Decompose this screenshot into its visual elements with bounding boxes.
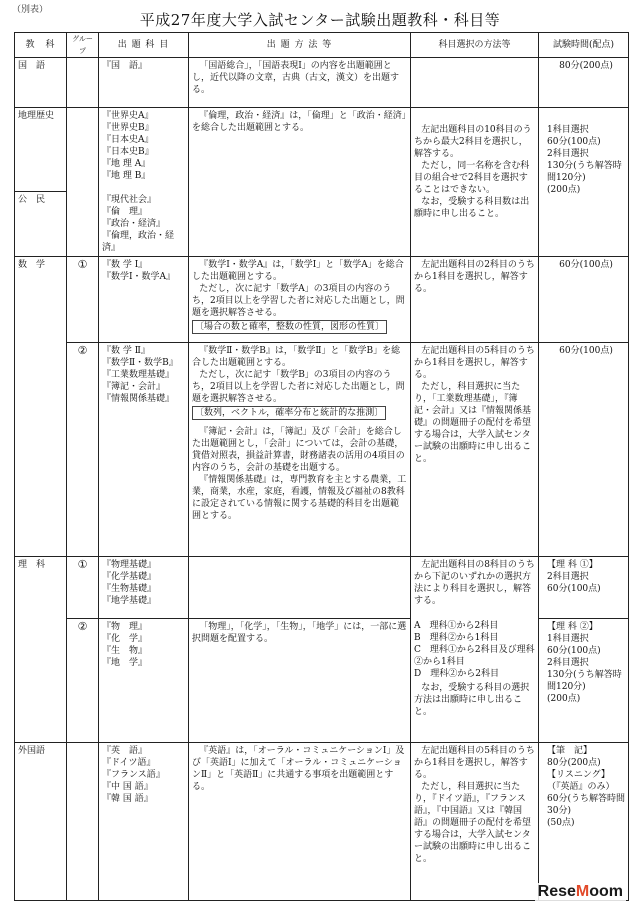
- group-cell: [67, 742, 99, 900]
- method-cell: 『数学Ⅰ・数学A』は，「数学Ⅰ」と「数学A」を総合した出題範囲とする。 ただし，次に記す「数学A」の3項目の内容のうち，2項目以上を学習した者に対応した出題とし，問題を選択解答させる。 〔場合の数と確率，整数の性質，図形の性質〕: [189, 256, 411, 342]
- time-cell: 1科目選択 60分(100点) 2科目選択 130分(うち解答時間120分) (200点): [539, 108, 629, 257]
- kyoka-cell: [15, 618, 67, 742]
- col-header-kyoka: 教 科: [15, 33, 67, 58]
- time-cell: 80分(200点): [539, 58, 629, 108]
- table-row-rika-1: [15, 556, 629, 618]
- method-cell: 「物理」，「化学」，「生物」，「地学」には，一部に選択問題を配置する。: [189, 618, 411, 742]
- time-cell: 【理 科 ②】 1科目選択 60分(100点) 2科目選択 130分(うち解答時間120分) (200点): [539, 618, 629, 742]
- time-cell: 【理 科 ①】 2科目選択 60分(100点): [539, 556, 629, 618]
- method-cell: 『数学Ⅱ・数学B』は，「数学Ⅱ」と「数学B」を総合した出題範囲とする。 ただし，次に記す「数学B」の3項目の内容のうち，2項目以上を学習した者に対応した出題とし，問題を選択解答させる。 〔数列，ベクトル，確率分布と統計的な推測〕 『簿記・会計』は，「簿記」及び「会計」を総合した出題範囲とし，「会計」については，会計の基礎，貸借対照表，損益計算書，財務諸表の活用の4項目の内容のうち，会計の基礎を出題する。 『情報関係基礎』は，専門教育を主とする農業，工業，商業，水産，家庭，看護，情報及び福祉の8教科に設定されている情報に関する基礎的科目を出題範囲とする。: [189, 342, 411, 556]
- method-cell: 『英語』は，「オーラル・コミュニケーションⅠ」及び「英語Ⅰ」に加えて「オーラル・コミュニケーションⅡ」と「英語Ⅱ」に共通する事項を出題範囲とする。: [189, 742, 411, 900]
- table-header-row: [15, 33, 629, 58]
- kamoku-cell: 『数 学 Ⅰ』 『数学Ⅰ・数学A』: [99, 256, 189, 342]
- kyoka-cell: 数 学: [15, 256, 67, 342]
- kyoka-cell: 国 語: [15, 58, 67, 108]
- exam-subject-table: [14, 32, 629, 901]
- kamoku-cell: 『物理基礎』 『化学基礎』 『生物基礎』 『地学基礎』: [99, 556, 189, 618]
- table-row-chireki: [15, 108, 629, 192]
- col-header-kamoku: 出 題 科 目: [99, 33, 189, 58]
- group-cell: ①: [67, 256, 99, 342]
- time-cell: 60分(100点): [539, 256, 629, 342]
- table-row-gaikokugo: [15, 742, 629, 900]
- col-header-jikan: 試験時間(配点): [539, 33, 629, 58]
- selection-cell: A 理科①から2科目 B 理科②から1科目 C 理科①から2科目及び理科②から1科目 D 理科②から2科目 なお，受験する科目の選択方法は出願時に申し出ること。: [411, 618, 539, 742]
- method-paren: 〔場合の数と確率，整数の性質，図形の性質〕: [192, 320, 387, 334]
- col-header-hoho: 出 題 方 法 等: [189, 33, 411, 58]
- group-cell: ①: [67, 556, 99, 618]
- kamoku-cell: 『現代社会』 『倫 理』 『政治・経済』 『倫理，政治・経済』: [99, 192, 189, 257]
- selection-cell: 左記出題科目の5科目のうちから1科目を選択し，解答する。 ただし，科目選択に当たり，『ドイツ語』，『フランス語』，『中国語』又は『韓国語』の問題冊子の配付を希望する場合は，大学入試センター試験の出願時に申し出ること。: [411, 742, 539, 900]
- group-cell: ②: [67, 342, 99, 556]
- time-cell: 60分(100点): [539, 342, 629, 556]
- selection-cell: 左記出題科目の8科目のうちから下記のいずれかの選択方法により科目を選択し，解答する。: [411, 556, 539, 618]
- kamoku-cell: 『国 語』: [99, 58, 189, 108]
- table-row-sugaku-1: [15, 256, 629, 342]
- group-cell: ②: [67, 618, 99, 742]
- table-row-rika-2: [15, 618, 629, 742]
- selection-cell: 左記出題科目の2科目のうちから1科目を選択し，解答する。: [411, 256, 539, 342]
- col-header-group: グループ: [67, 33, 99, 58]
- group-cell: [67, 108, 99, 192]
- kyoka-cell: 地理歴史: [15, 108, 67, 192]
- time-cell: 【筆 記】 80分(200点) 【リスニング】 （『英語』のみ） 60分(うち解答時間30分) (50点): [539, 742, 629, 900]
- kamoku-cell: 『数 学 Ⅱ』 『数学Ⅱ・数学B』 『工業数理基礎』 『簿記・会計』 『情報関係基礎』: [99, 342, 189, 556]
- method-cell: 『倫理，政治・経済』は，「倫理」と「政治・経済」を総合した出題範囲とする。: [189, 108, 411, 257]
- option-d: D 理科②から2科目: [414, 669, 499, 679]
- option-a: A 理科①から2科目: [414, 621, 499, 631]
- kyoka-cell: 理 科: [15, 556, 67, 618]
- method-cell: 「国語総合」，「国語表現Ⅰ」の内容を出題範囲とし，近代以降の文章，古典（古文，漢文）を出題する。: [189, 58, 411, 108]
- table-row-sugaku-2: [15, 342, 629, 556]
- col-header-sentaku: 科目選択の方法等: [411, 33, 539, 58]
- option-c: C 理科①から2科目及び理科②から1科目: [414, 645, 535, 667]
- kyoka-cell: [15, 342, 67, 556]
- header-tag: （別表）: [12, 5, 49, 15]
- kyoka-cell: 公 民: [15, 192, 67, 257]
- option-b: B 理科②から1科目: [414, 633, 499, 643]
- group-cell: [67, 58, 99, 108]
- kamoku-cell: 『英 語』 『ドイツ語』 『フランス語』 『中 国 語』 『韓 国 語』: [99, 742, 189, 900]
- selection-cell: [411, 58, 539, 108]
- method-paren: 〔数列，ベクトル，確率分布と統計的な推測〕: [192, 406, 386, 420]
- kamoku-cell: 『世界史A』 『世界史B』 『日本史A』 『日本史B』 『地 理 A』 『地 理 B』: [99, 108, 189, 192]
- selection-cell: 左記出題科目の5科目のうちから1科目を選択し，解答する。 ただし，科目選択に当たり，「工業数理基礎」，『簿記・会計』又は『情報関係基礎』の問題冊子の配付を希望する場合は，大学入試センター試験の出願時に申し出ること。: [411, 342, 539, 556]
- table-row-kokugo: [15, 58, 629, 108]
- method-cell: [189, 556, 411, 618]
- page-title: 平成27年度大学入試センター試験出題教科・科目等: [139, 11, 501, 29]
- resemom-logo: ReseMoom: [535, 883, 626, 901]
- kamoku-cell: 『物 理』 『化 学』 『生 物』 『地 学』: [99, 618, 189, 742]
- selection-cell: 左記出題科目の10科目のうちから最大2科目を選択し，解答する。 ただし，同一名称を含む科目の組合せで2科目を選択することはできない。 なお，受験する科目数は出願時に申し出ること。: [411, 108, 539, 257]
- group-cell: [67, 192, 99, 257]
- kyoka-cell: 外国語: [15, 742, 67, 900]
